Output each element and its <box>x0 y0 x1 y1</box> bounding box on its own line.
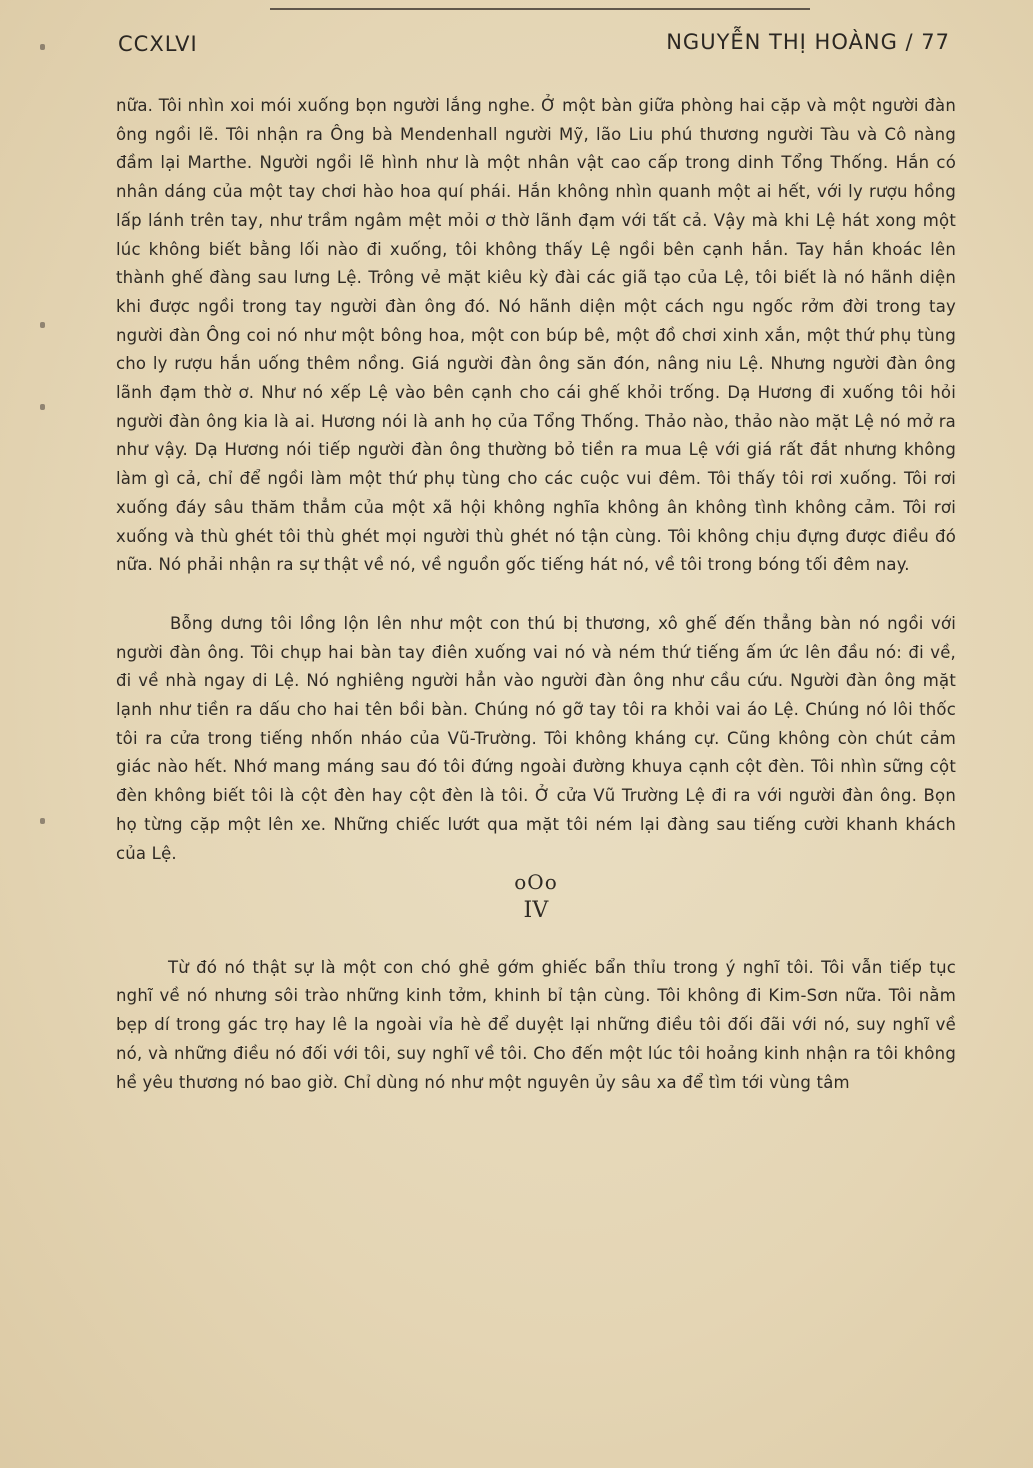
paragraph-3: Từ đó nó thật sự là một con chó ghẻ gớm ghiếc bẩn thỉu trong ý nghĩ tôi. Tôi vẫn tiếp tục nghĩ về nó nhưng sôi trào những kinh tởm, khinh bỉ tận cùng. Tôi không đi Kim-Sơn nữa. Tôi nằm bẹp dí trong gác trọ hay lê la ngoài vỉa hè để duyệt lại những điều tôi đối đãi với nó, suy nghĩ về nó, và những điều nó đối với tôi, suy nghĩ về tôi. Cho đến một lúc tôi hoảng kinh nhận ra tôi không hề yêu thương nó bao giờ. Chỉ dùng nó như một nguyên ủy sâu xa để tìm tới vùng tâm <box>116 957 956 1092</box>
page-header <box>110 26 950 62</box>
edge-mark <box>40 404 45 410</box>
edge-mark <box>40 322 45 328</box>
edge-mark <box>40 44 45 50</box>
author-page-number: NGUYỄN THỊ HOÀNG / 77 <box>666 30 950 54</box>
paragraph-2: Bỗng dưng tôi lồng lộn lên như một con thú bị thương, xô ghế đến thẳng bàn nó ngồi với người đàn ông. Tôi chụp hai bàn tay điên xuống vai nó và ném thứ tiếng ấm ức lên đầu nó: đi về, đi về nhà ngay di Lệ. Nó nghiêng người hẳn vào người đàn ông như cầu cứu. Người đàn ông mặt lạnh như tiền ra dấu cho hai tên bồi bàn. Chúng nó gỡ tay tôi ra khỏi vai áo Lệ. Chúng nó lôi thốc tôi ra cửa trong tiếng nhốn nháo của Vũ-Trường. Tôi không kháng cự. Cũng không còn chút cảm giác nào hết. Nhớ mang máng sau đó tôi đứng ngoài đường khuya cạnh cột đèn. Tôi nhìn sững cột đèn không biết tôi là cột đèn hay cột đèn là tôi. Ở cửa Vũ Trường Lệ đi ra với người đàn ông. Bọn họ từng cặp một lên xe. Những chiếc lướt qua mặt tôi ném lại đàng sau tiếng cười khanh khách của Lệ. <box>116 613 956 863</box>
page-edge-marks <box>40 0 52 1468</box>
paragraph-1: nữa. Tôi nhìn xoi mói xuống bọn người lắng nghe. Ở một bàn giữa phòng hai cặp và một người đàn ông ngồi lẽ. Tôi nhận ra Ông bà Mendenhall người Mỹ, lão Liu phú thương người Tàu và Cô nàng đầm lại Marthe. Người ngồi lẽ hình như là một nhân vật cao cấp trong dinh Tổng Thống. Hắn có nhân dáng của một tay chơi hào hoa quí phái. Hắn không nhìn quanh một ai hết, với ly rượu hồng lấp lánh trên tay, như trầm ngâm mệt mỏi ơ thờ lãnh đạm với tất cả. Vậy mà khi Lệ hát xong một lúc không biết bằng lối nào đi xuống, tôi không thấy Lệ ngồi bên cạnh hắn. Tay hắn khoác lên thành ghế đàng sau lưng Lệ. Trông vẻ mặt kiêu kỳ đài các giã tạo của Lệ, tôi biết là nó hãnh diện khi được ngồi trong tay người đàn ông đó. Nó hãnh diện một cách ngu ngốc rởm đời trong tay người đàn Ông coi nó như một bông hoa, một con búp bê, một đồ chơi xinh xắn, một thứ phụ tùng cho ly rượu hắn uống thêm nồng. Giá người đàn ông săn đón, nâng niu Lệ. Nhưng người đàn ông lãnh đạm thờ ơ. Như nó xếp Lệ vào bên cạnh cho cái ghế khỏi trống. Dạ Hương đi xuống tôi hỏi người đàn ông kia là ai. Hương nói là anh họ của Tổng Thống. Thảo nào, thảo nào mặt Lệ nó mở ra như vậy. Dạ Hương nói tiếp người đàn ông thường bỏ tiền ra mua Lệ với giá rất đắt nhưng không làm gì cả, chỉ để ngồi làm một thứ phụ tùng cho các cuộc vui đêm. Tôi thấy tôi rơi xuống. Tôi rơi xuống đáy sâu thăm thẳm của một xã hội không nghĩa không ân không tình không cảm. Tôi rơi xuống và thù ghét tôi thù ghét mọi người thù ghét nó tận cùng. Tôi không chịu đựng được điều đó nữa. Nó phải nhận ra sự thật về nó, về nguồn gốc tiếng hát nó, về tôi trong bóng tối đêm nay. <box>116 96 956 575</box>
edge-mark <box>40 818 45 824</box>
chapter-number: CCXLVI <box>118 32 198 56</box>
section-heading: IV <box>523 897 549 923</box>
header-rule <box>270 8 810 10</box>
section-separator: oOo <box>514 870 558 895</box>
body-text <box>116 92 956 1097</box>
